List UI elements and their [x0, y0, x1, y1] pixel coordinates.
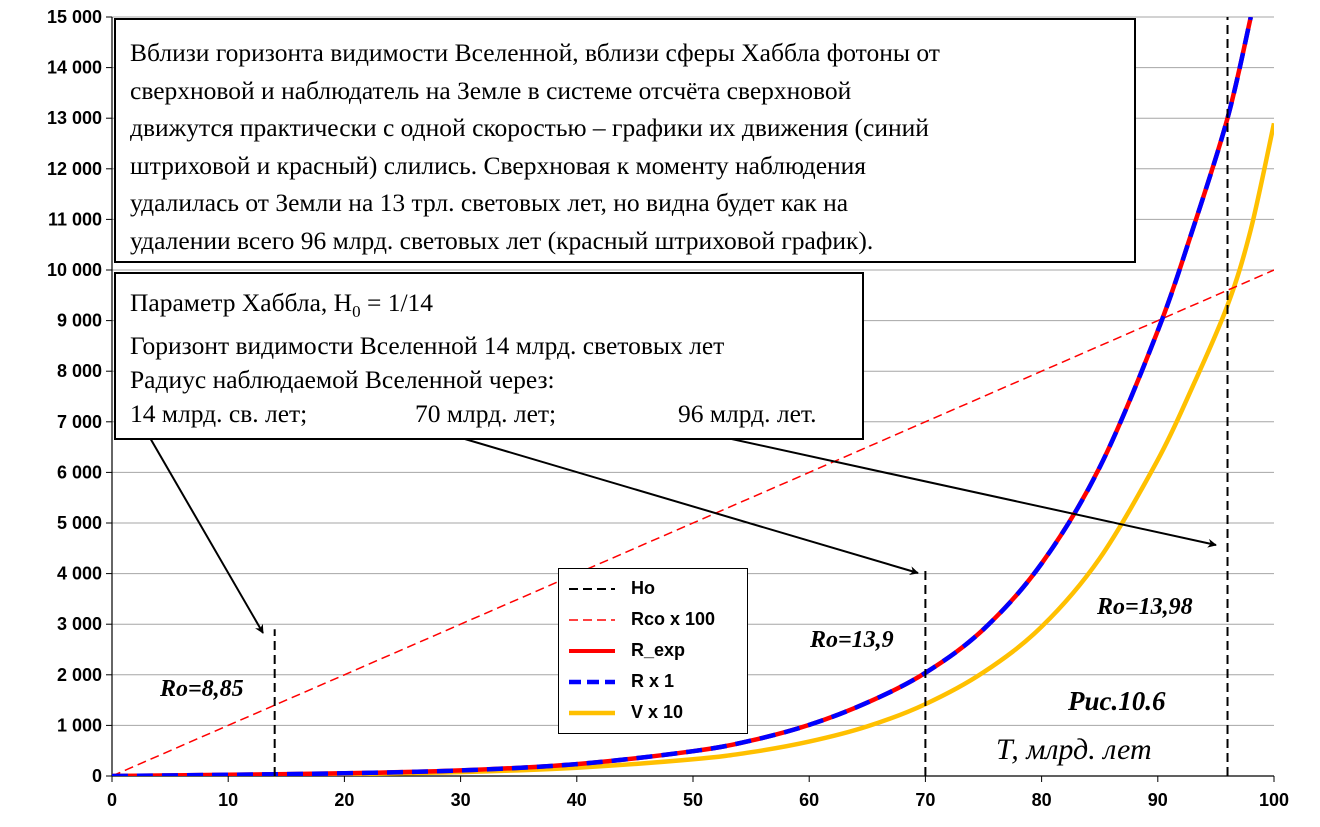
x-tick-label: 60: [799, 790, 820, 810]
hubble-parameter-prefix: Параметр Хаббла, H: [130, 288, 353, 317]
explanation-line: Вблизи горизонта видимости Вселенной, вблизи сферы Хаббла фотоны от: [130, 38, 940, 67]
pointer-arrow-2: [431, 429, 918, 573]
radius-item-3: 96 млрд. лет.: [678, 399, 817, 429]
x-tick-label: 10: [218, 790, 239, 810]
hubble-parameter-value: = 1/14: [360, 288, 434, 317]
x-tick-label: 50: [682, 790, 704, 810]
legend-swatch-r-exp: [567, 646, 617, 656]
explanation-line: удалилась от Земли на 13 трл. световых лет, но видна будет как на: [130, 188, 849, 217]
legend-item-r-x1: [567, 666, 747, 697]
x-tick-label: 90: [1147, 790, 1168, 810]
radius-item-1: 14 млрд. св. лет;: [130, 399, 308, 429]
x-axis-ticks: [107, 776, 1289, 810]
legend-swatch-ho: [567, 584, 617, 594]
legend-label: R x 1: [631, 671, 675, 691]
x-tick-label: 0: [106, 790, 118, 810]
annotation-ro-3: Ro=13,98: [1097, 594, 1193, 620]
y-tick-label: 3 000: [56, 614, 102, 635]
y-tick-label: 7 000: [56, 411, 102, 432]
x-tick-label: 80: [1031, 790, 1052, 810]
y-tick-label: 12 000: [46, 158, 102, 179]
y-tick-label: 1 000: [56, 715, 102, 736]
y-tick-label: 4 000: [56, 563, 102, 584]
y-tick-label: 11 000: [47, 209, 102, 230]
legend-item-v-x10: [567, 697, 747, 728]
y-tick-label: 13 000: [46, 108, 102, 129]
horizon-line: Горизонт видимости Вселенной 14 млрд. световых лет: [130, 331, 725, 361]
explanation-line: удалении всего 96 млрд. световых лет (красный штриховой график).: [130, 225, 874, 255]
x-tick-label: 30: [450, 790, 471, 810]
legend-label: Rco x 100: [631, 609, 716, 629]
radius-item-2: 70 млрд. лет;: [415, 399, 557, 429]
y-tick-label: 5 000: [56, 513, 102, 533]
explanation-line: движутся практически с одной скоростью – графики их движения (синий: [130, 113, 929, 142]
y-tick-label: 6 000: [56, 462, 102, 483]
y-tick-label: 2 000: [56, 664, 102, 685]
legend-item-ho: [567, 573, 747, 604]
x-tick-label: 100: [1258, 790, 1290, 810]
y-tick-label: 14 000: [46, 57, 102, 78]
annotation-ro-1: Ro=8,85: [160, 676, 244, 702]
legend-item-r-exp: [567, 635, 747, 666]
y-tick-label: 15 000: [46, 7, 102, 27]
legend-swatch-rco: [567, 615, 617, 625]
legend-label: R_exp: [631, 640, 686, 660]
y-tick-label: 10 000: [46, 260, 102, 280]
legend-swatch-v-x10: [567, 708, 617, 718]
legend-label: V x 10: [631, 702, 684, 722]
parameters-textbox: [114, 272, 864, 440]
y-tick-label: 0: [91, 766, 102, 786]
x-tick-label: 20: [334, 790, 355, 810]
figure-number: Рис.10.6: [1068, 686, 1166, 716]
y-tick-label: 9 000: [56, 310, 102, 331]
explanation-textbox: [114, 18, 1136, 263]
radius-line: Радиус наблюдаемой Вселенной через:: [130, 365, 555, 395]
legend-item-rco: [567, 604, 747, 635]
explanation-line: сверхновой и наблюдатель на Земле в системе отсчёта сверхновой: [130, 75, 852, 105]
annotation-ro-2: Ro=13,9: [810, 627, 894, 653]
explanation-line: штриховой и красный) слились. Сверхновая к моменту наблюдения: [130, 150, 867, 180]
legend: [558, 568, 748, 734]
x-axis-label: Т, млрд. лет: [996, 733, 1152, 766]
radius-items: [130, 397, 848, 431]
y-tick-label: 8 000: [56, 361, 102, 382]
x-tick-label: 40: [566, 790, 587, 810]
y-axis-ticks: [47, 7, 112, 786]
hubble-parameter-subscript: 0: [352, 302, 361, 322]
legend-label: Ho: [631, 578, 655, 598]
hubble-parameter-line: [130, 286, 848, 329]
legend-swatch-r-x1: [567, 677, 617, 687]
x-tick-label: 70: [915, 790, 936, 810]
pointer-arrow-1: [146, 431, 263, 633]
